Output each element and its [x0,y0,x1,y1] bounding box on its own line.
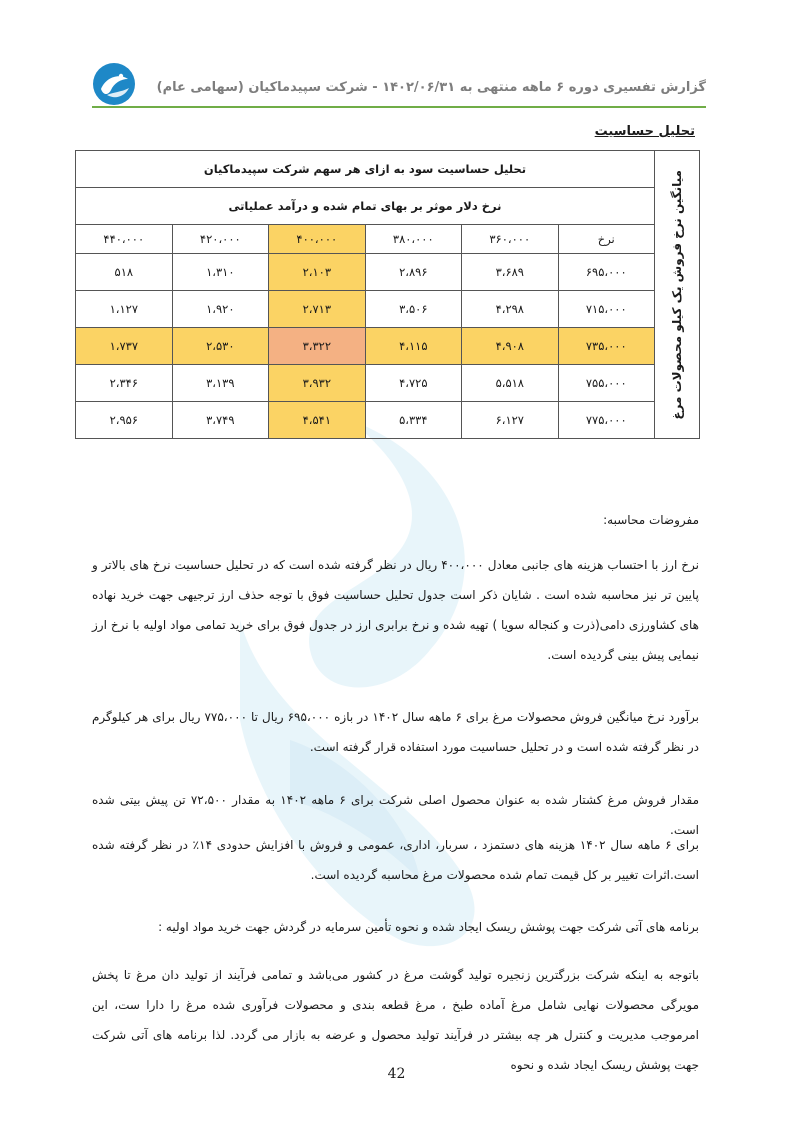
row-rate: ۶۹۵،۰۰۰ [558,254,654,291]
table-cell: ۲،۸۹۶ [365,254,461,291]
table-cell: ۳،۱۳۹ [172,365,268,402]
column-header-highlighted: ۴۰۰،۰۰۰ [269,225,365,254]
sensitivity-table [75,150,700,439]
table-cell: ۴،۲۹۸ [462,291,558,328]
table-cell: ۲،۹۵۶ [76,402,173,439]
table-row [76,254,700,291]
paragraph: باتوجه به اینکه شرکت بزرگترین زنجیره تولید گوشت مرغ در کشور می‌باشد و تمامی فرآیند از تولید دان مرغ تا پخش مویرگی محصولات نهایی شامل مرغ آماده طبخ ، مرغ قطعه بندی و محصولات فرآوری شده مرغ را دارا ست، این امرموجب مدیریت و کنترل هر چه بیشتر در فرآیند تولید محصول و عرضه به بازار می گردد. لذا برنامه های آتی شرکت جهت پوشش ریسک ایجاد شده و نحوه [92,968,699,1072]
table-cell: ۲،۷۱۳ [269,291,365,328]
table-cell: ۳،۵۰۶ [365,291,461,328]
paragraph: برآورد نرخ میانگین فروش محصولات مرغ برای ۶ ماهه سال ۱۴۰۲ در بازه ۶۹۵،۰۰۰ ریال تا ۷۷۵،۰۰۰ ریال برای هر کیلوگرم در نظر گرفته شده است و در تحلیل حساسیت مورد استفاده قرار گرفته است. [92,710,699,754]
table-row [76,291,700,328]
page-number: 42 [387,1066,406,1082]
paragraph-block [92,550,699,670]
table-cell: ۱،۷۳۷ [76,328,173,365]
table-cell: ۴،۷۲۵ [365,365,461,402]
table-cell: ۱،۳۱۰ [172,254,268,291]
side-label-cell [655,151,700,439]
page-header [92,58,706,108]
table-cell: ۵،۵۱۸ [462,365,558,402]
row-rate: ۷۱۵،۰۰۰ [558,291,654,328]
assumptions-heading [92,505,699,535]
paragraph: مقدار فروش مرغ کشتار شده به عنوان محصول اصلی شرکت برای ۶ ماهه ۱۴۰۲ به مقدار ۷۲،۵۰۰ تن پیش بیتی شده است. [92,793,700,837]
column-header: ۴۲۰،۰۰۰ [172,225,268,254]
section-title: تحلیل حساسیت [594,124,695,139]
table-cell: ۳،۷۴۹ [172,402,268,439]
table-cell: ۱،۹۲۰ [172,291,268,328]
table-cell: ۴،۵۴۱ [269,402,365,439]
row-rate: ۷۳۵،۰۰۰ [558,328,654,365]
table-cell: ۳،۹۳۲ [269,365,365,402]
table-cell: ۴،۹۰۸ [462,328,558,365]
column-header: ۴۴۰،۰۰۰ [76,225,173,254]
table-cell: ۲،۵۳۰ [172,328,268,365]
header-divider [92,106,706,108]
row-rate: ۷۵۵،۰۰۰ [558,365,654,402]
paragraph: برای ۶ ماهه سال ۱۴۰۲ هزینه های دستمزد ، سربار، اداری، عمومی و فروش با افزایش حدودی ۱۴٪ در نظر گرفته شده است.اثرات تغییر بر کل قیمت تمام شده محصولات مرغ محاسبه گردیده است. [92,838,699,882]
paragraph-block [92,702,699,762]
table-row [76,402,700,439]
paragraph: نرخ ارز با احتساب هزینه های جانبی معادل ۴۰۰،۰۰۰ ریال در نظر گرفته شده است که در تحلیل حساسیت نرخ های بالاتر و پایین تر نیز محاسبه شده است . شایان ذکر است جدول تحلیل حساسیت فوق با توجه حذف ارز ترجیهی جهت خرید نهاده های کشاورزی دامی(ذرت و کنجاله سویا ) تهیه شده و نرخ برابری ارز در جدول فوق برای خرید تمامی مواد اولیه با نرخ ارز نیمایی پیش بینی گردیده است. [92,558,700,662]
table-header-row [76,225,700,254]
table-cell: ۶،۱۲۷ [462,402,558,439]
table-cell: ۳،۶۸۹ [462,254,558,291]
table-cell: ۲،۳۴۶ [76,365,173,402]
table-cell: ۴،۱۱۵ [365,328,461,365]
table-cell: ۵۱۸ [76,254,173,291]
row-rate: ۷۷۵،۰۰۰ [558,402,654,439]
table-row [76,365,700,402]
table-title: تحلیل حساسیت سود به ازای هر سهم شرکت سپیدماکیان [76,151,655,188]
side-label: میانگین نرخ فروش یک کیلو محصولات مرغ [670,169,684,420]
paragraph-block [92,830,699,890]
paragraph-block [92,912,699,942]
company-logo-icon [92,62,136,106]
table-row-highlighted [76,328,700,365]
paragraph: مفروضات محاسبه: [603,513,699,527]
table-cell: ۱،۱۲۷ [76,291,173,328]
paragraph: برنامه های آتی شرکت جهت پوشش ریسک ایجاد شده و نحوه تأمین سرمایه در گردش جهت خرید مواد اولیه : [158,920,699,934]
column-header: ۳۸۰،۰۰۰ [365,225,461,254]
corner-cell: نرخ [558,225,654,254]
header-title: گزارش تفسیری دوره ۶ ماهه منتهی به ۱۴۰۲/۰۶/۳۱ - شرکت سپیدماکیان (سهامی عام) [156,80,706,95]
paragraph-block [92,960,699,1080]
column-header: ۳۶۰،۰۰۰ [462,225,558,254]
table-cell: ۵،۳۳۴ [365,402,461,439]
table-cell: ۲،۱۰۳ [269,254,365,291]
table-cell-center: ۳،۳۲۲ [269,328,365,365]
table-subtitle: نرخ دلار موثر بر بهای تمام شده و درآمد عملیاتی [76,188,655,225]
